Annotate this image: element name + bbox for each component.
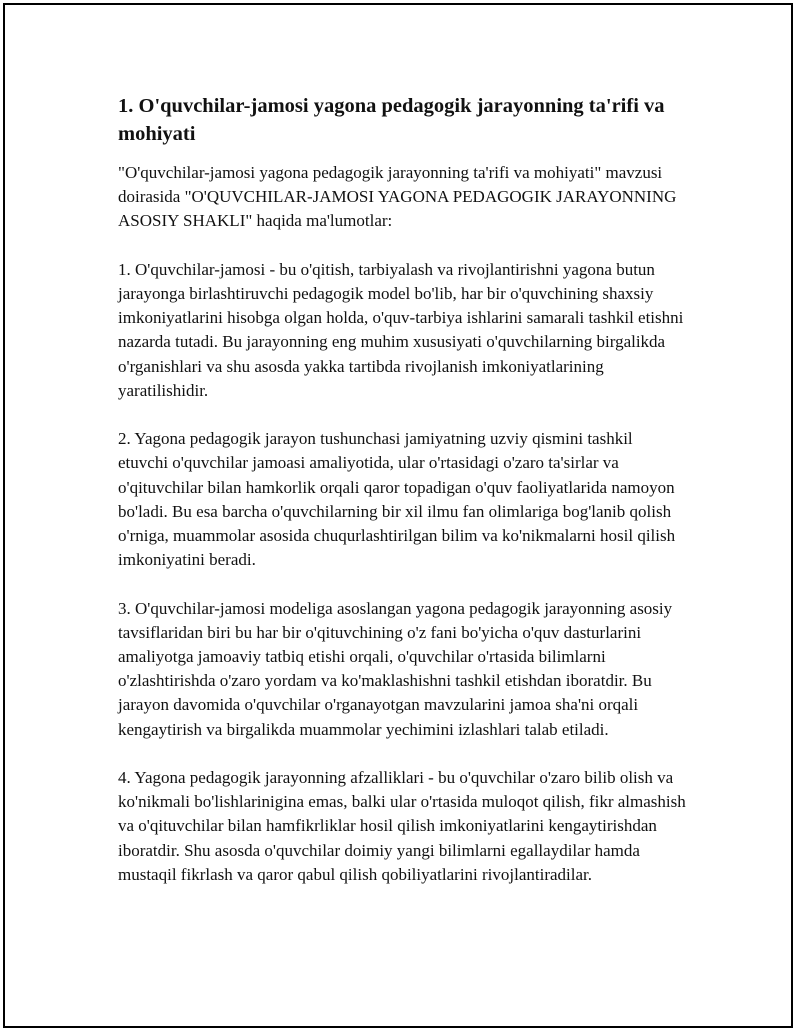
paragraph-2: 2. Yagona pedagogik jarayon tushunchasi jamiyatning uzviy qismini tashkil etuvchi o'quvchilar jamoasi amaliyotida, ular o'rtasidagi o'zaro ta'sirlar va o'qituvchilar bilan hamkorlik orqali qaror topadigan o'quv faoliyatlarida namoyon bo'ladi. Bu esa barcha o'quvchilarning bir xil ilmu fan olimlariga bog'lanib qolish o'rniga, muammolar asosida chuqurlashtirilgan bilim va ko'nikmalarni hosil qilish imkoniyatini beradi. xyxy=(118,429,676,570)
paragraph-3: 3. O'quvchilar-jamosi modeliga asoslangan yagona pedagogik jarayonning asosiy tavsiflaridan biri bu har bir o'qituvchining o'z fani bo'yicha o'quv dasturlarini amaliyotga jamoaviy tatbiq etishi orqali, o'quvchilar o'rtasida bilimlarni o'zlashtirishda o'zaro yordam va ko'maklashishni tashkil etishdan iboratdir. Bu jarayon davomida o'quvchilar o'rganayotgan mavzularini jamoa sha'ni orqali kengaytirish va birgalikda muammolar yechimini izlashlari talab etiladi. xyxy=(118,598,673,739)
intro-paragraph: "O'quvchilar-jamosi yagona pedagogik jarayonning ta'rifi va mohiyati" mavzusi doirasida "O'QUVCHILAR-JAMOSI YAGONA PEDAGOGIK JARAYONNING ASOSIY SHAKLI" haqida ma'lumotlar: xyxy=(118,163,677,231)
paragraph-4: 4. Yagona pedagogik jarayonning afzalliklari - bu o'quvchilar o'zaro bilib olish va ko'nikmali bo'lishlarinigina emas, balki ular o'rtasida muloqot qilish, fikr almashish va o'qituvchilar bilan hamfikrliklar hosil qilish imkoniyatlarini kengaytirishdan iboratdir. Shu asosda o'quvchilar doimiy yangi bilimlarni egallaydilar hamda mustaqil fikrlash va qaror qabul qilish qobiliyatlarini rivojlantiradilar. xyxy=(118,768,686,884)
document-body xyxy=(118,92,686,887)
paragraph-1: 1. O'quvchilar-jamosi - bu o'qitish, tarbiyalash va rivojlantirishni yagona butun jarayonga birlashtiruvchi pedagogik model bo'lib, har bir o'quvchining shaxsiy imkoniyatlarini hisobga olgan holda, o'quv-tarbiya ishlarini samarali tashkil etishni nazarda tutadi. Bu jarayonning eng muhim xususiyati o'quvchilarning birgalikda o'rganishlari va shu asosda yakka tartibda rivojlanish imkoniyatlarining yaratilishidir. xyxy=(118,259,684,400)
document-title: 1. O'quvchilar-jamosi yagona pedagogik jarayonning ta'rifi va mohiyati xyxy=(118,95,665,145)
